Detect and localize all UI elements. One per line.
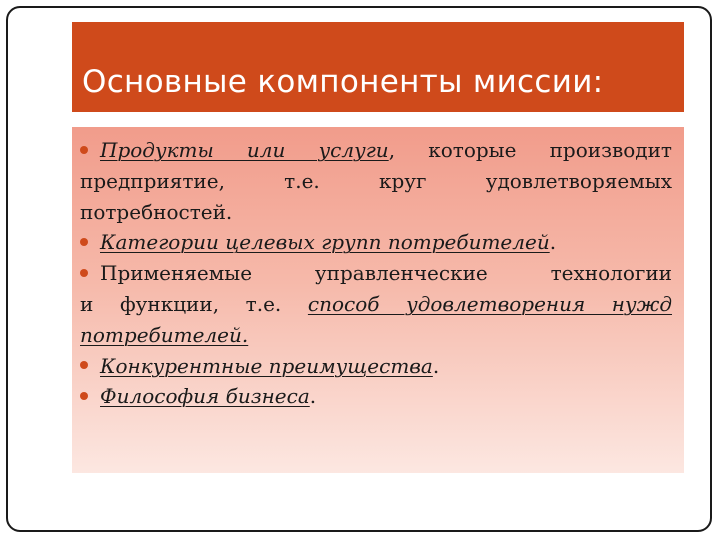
list-item-line [80, 258, 672, 289]
list-item-line [80, 320, 672, 351]
list-item-line [80, 197, 672, 228]
list-item-line [80, 166, 672, 197]
title-band [72, 22, 684, 112]
item-text: и функции, т.е. [80, 291, 308, 316]
item-text: . [549, 230, 557, 255]
emphasis-text: Категории целевых групп потребителей [100, 230, 550, 255]
bullet-icon [80, 146, 88, 154]
item-text: Применяемые управленческие технологии [100, 261, 672, 286]
emphasis-text: способ удовлетворения нужд [307, 291, 672, 316]
emphasis-text: потребителей. [80, 322, 249, 347]
emphasis-text: Продукты или услуги [100, 138, 389, 162]
bullet-icon [80, 269, 88, 277]
list-item-line [80, 351, 672, 382]
bullet-icon [80, 238, 88, 246]
bullet-icon [80, 392, 88, 400]
list-item-technologies [80, 258, 672, 350]
list-item-products [80, 135, 672, 227]
list-item-line [80, 381, 672, 412]
item-text: предприятие, т.е. круг удовлетворяемых [80, 168, 672, 193]
emphasis-text: Конкурентные преимущества [100, 353, 433, 378]
emphasis-text: Философия бизнеса [100, 384, 310, 409]
bullet-icon [80, 361, 88, 369]
item-text: . [309, 384, 317, 409]
content-box [72, 127, 684, 473]
slide-title: Основные компоненты миссии: [82, 64, 604, 100]
list-item-competitive-advantages [80, 351, 672, 382]
item-text: , которые производит [388, 138, 672, 162]
item-text: . [432, 353, 440, 378]
item-text: потребностей. [80, 199, 233, 224]
list-item-line [80, 227, 672, 258]
bullet-list [80, 135, 672, 412]
list-item-line [80, 289, 672, 320]
list-item-business-philosophy [80, 381, 672, 412]
list-item-line [80, 135, 672, 166]
list-item-target-groups [80, 227, 672, 258]
